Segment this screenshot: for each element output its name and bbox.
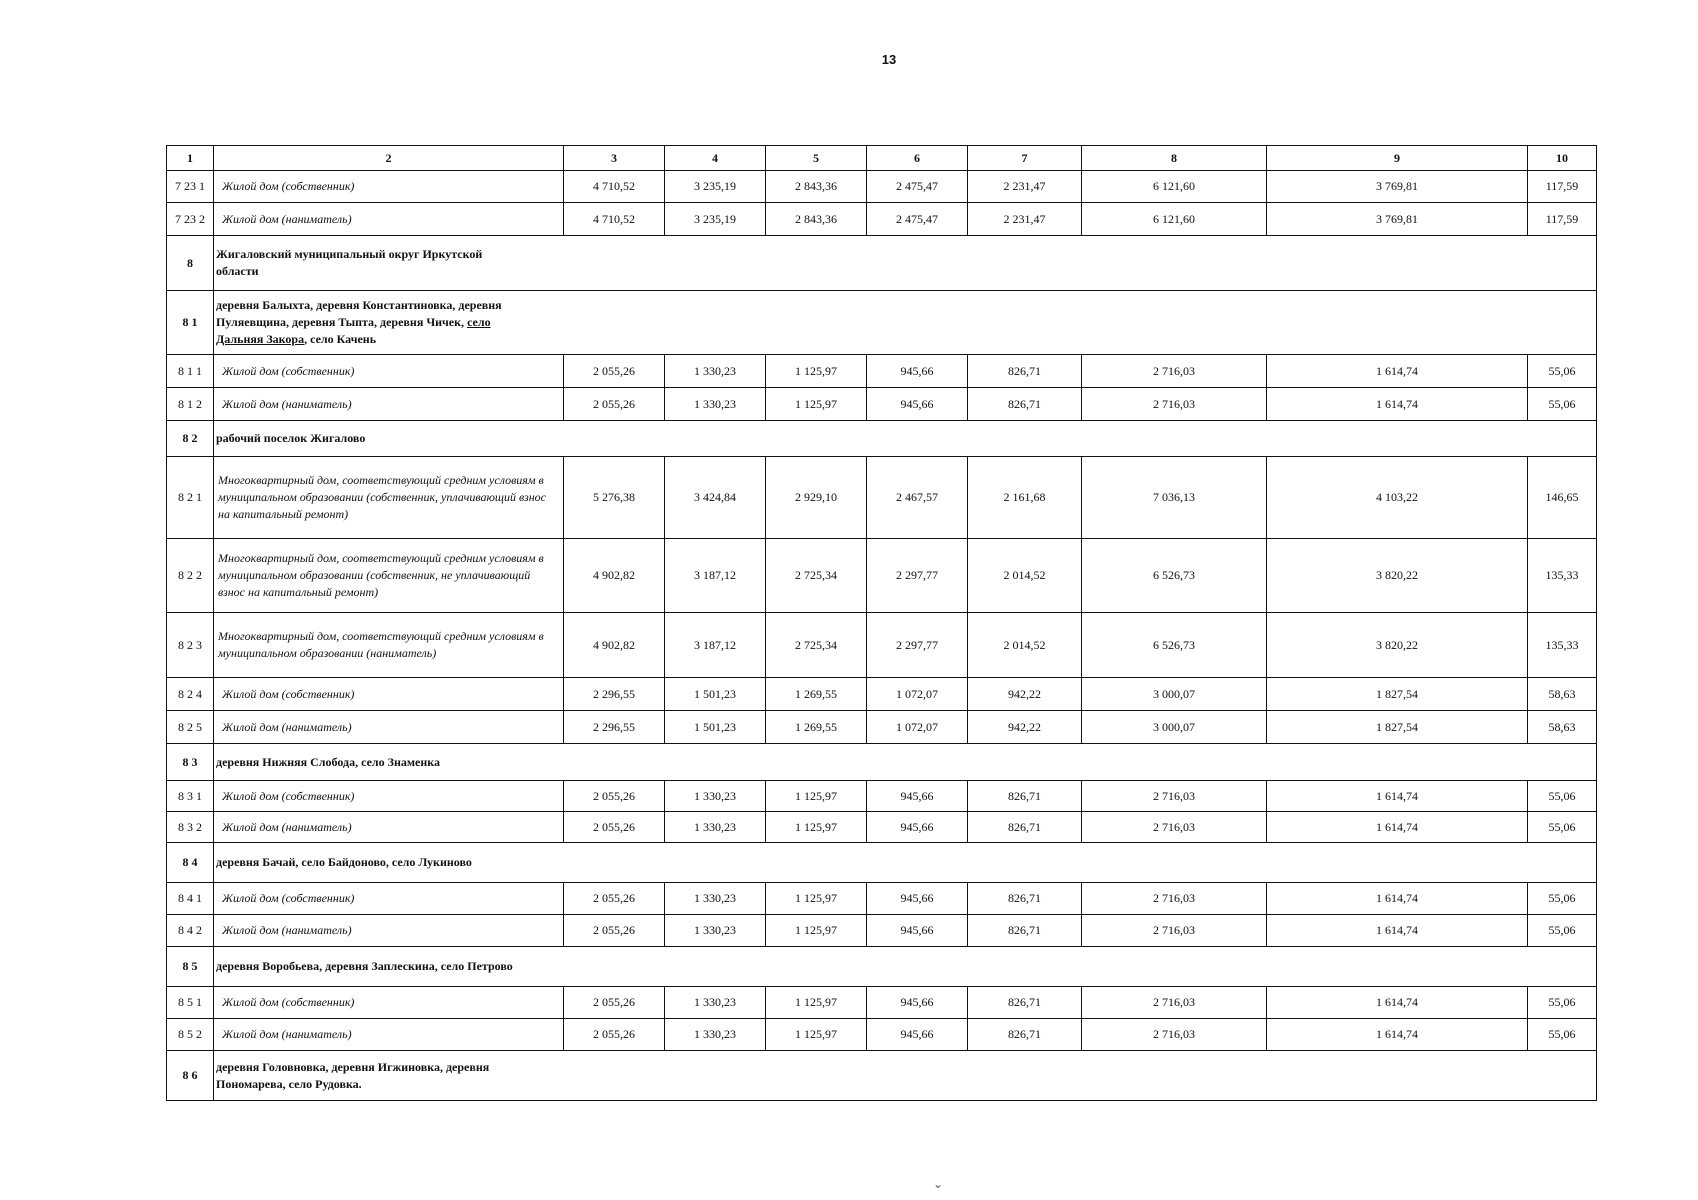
value-cell: 2 231,47: [968, 171, 1082, 203]
value-cell: 1 614,74: [1267, 915, 1528, 947]
value-cell: 945,66: [867, 1019, 968, 1051]
column-header: 7: [968, 146, 1082, 171]
value-cell: 2 716,03: [1082, 812, 1267, 843]
table-body: [167, 171, 1597, 1101]
value-cell: 945,66: [867, 915, 968, 947]
value-cell: 55,06: [1528, 915, 1597, 947]
column-header: 10: [1528, 146, 1597, 171]
row-code: 7 23 2: [167, 203, 214, 236]
value-cell: 1 072,07: [867, 678, 968, 711]
value-cell: 1 330,23: [665, 883, 766, 915]
table-row: [167, 355, 1597, 388]
row-name: Жилой дом (собственник): [214, 678, 564, 711]
section-title-text: деревня Воробьева, деревня Заплескина, село Петрово: [216, 959, 513, 973]
row-code: 8 1: [167, 291, 214, 355]
section-row: [167, 236, 1597, 291]
section-row: [167, 1051, 1597, 1101]
section-row: [167, 744, 1597, 781]
value-cell: 945,66: [867, 883, 968, 915]
section-title-text: деревня Нижняя Слобода, село Знаменка: [216, 754, 441, 769]
value-cell: 2 929,10: [766, 457, 867, 539]
value-cell: 942,22: [968, 678, 1082, 711]
value-cell: 1 827,54: [1267, 711, 1528, 744]
table-row: [167, 812, 1597, 843]
column-header: 5: [766, 146, 867, 171]
value-cell: 135,33: [1528, 539, 1597, 613]
row-code: 7 23 1: [167, 171, 214, 203]
page-number: 13: [881, 52, 897, 67]
table-row: [167, 1019, 1597, 1051]
value-cell: 826,71: [968, 883, 1082, 915]
value-cell: 1 125,97: [766, 1019, 867, 1051]
value-cell: 1 125,97: [766, 388, 867, 421]
section-title-text: деревня Головновка, деревня Игжиновка, деревня Пономарева, село Рудовка.: [216, 1059, 490, 1091]
row-code: 8 5 1: [167, 987, 214, 1019]
value-cell: 2 055,26: [564, 915, 665, 947]
table-row: [167, 987, 1597, 1019]
row-code: 8 3: [167, 744, 214, 781]
value-cell: 2 725,34: [766, 539, 867, 613]
section-title: [214, 421, 1597, 457]
section-title: [214, 744, 1597, 781]
row-name: Жилой дом (наниматель): [214, 1019, 564, 1051]
value-cell: 942,22: [968, 711, 1082, 744]
value-cell: 1 072,07: [867, 711, 968, 744]
value-cell: 1 501,23: [665, 678, 766, 711]
row-name: Жилой дом (собственник): [214, 883, 564, 915]
section-title-text: деревня Бачай, село Байдоново, село Лукиново: [216, 855, 472, 869]
row-code: 8 1 2: [167, 388, 214, 421]
row-code: 8 4 2: [167, 915, 214, 947]
value-cell: 2 716,03: [1082, 987, 1267, 1019]
value-cell: 6 526,73: [1082, 539, 1267, 613]
value-cell: 826,71: [968, 915, 1082, 947]
value-cell: 3 424,84: [665, 457, 766, 539]
value-cell: 2 725,34: [766, 613, 867, 678]
value-cell: 1 614,74: [1267, 1019, 1528, 1051]
value-cell: 55,06: [1528, 883, 1597, 915]
value-cell: 826,71: [968, 987, 1082, 1019]
value-cell: 1 125,97: [766, 987, 867, 1019]
row-name: Жилой дом (собственник): [214, 171, 564, 203]
value-cell: 1 330,23: [665, 781, 766, 812]
section-row: [167, 843, 1597, 883]
value-cell: 55,06: [1528, 812, 1597, 843]
column-header: 8: [1082, 146, 1267, 171]
row-code: 8 1 1: [167, 355, 214, 388]
column-header: 4: [665, 146, 766, 171]
value-cell: 826,71: [968, 781, 1082, 812]
value-cell: 1 269,55: [766, 678, 867, 711]
table-row: [167, 457, 1597, 539]
value-cell: 5 276,38: [564, 457, 665, 539]
value-cell: 2 475,47: [867, 203, 968, 236]
row-code: 8 5 2: [167, 1019, 214, 1051]
row-code: 8 2 3: [167, 613, 214, 678]
row-name: Жилой дом (собственник): [214, 987, 564, 1019]
value-cell: 1 330,23: [665, 355, 766, 388]
value-cell: 3 000,07: [1082, 711, 1267, 744]
value-cell: 3 820,22: [1267, 539, 1528, 613]
row-code: 8 2 1: [167, 457, 214, 539]
column-header: 6: [867, 146, 968, 171]
value-cell: 4 710,52: [564, 171, 665, 203]
value-cell: 2 297,77: [867, 613, 968, 678]
row-code: 8 4 1: [167, 883, 214, 915]
row-code: 8 3 1: [167, 781, 214, 812]
value-cell: 1 614,74: [1267, 781, 1528, 812]
value-cell: 2 055,26: [564, 883, 665, 915]
value-cell: 1 125,97: [766, 812, 867, 843]
table-row: [167, 613, 1597, 678]
section-title-part: село Дальняя Закора: [216, 315, 491, 346]
value-cell: 3 235,19: [665, 203, 766, 236]
header-row: [167, 146, 1597, 171]
row-name: Жилой дом (собственник): [214, 355, 564, 388]
row-name: Жилой дом (наниматель): [214, 388, 564, 421]
value-cell: 1 125,97: [766, 883, 867, 915]
value-cell: 2 296,55: [564, 678, 665, 711]
value-cell: 2 055,26: [564, 987, 665, 1019]
value-cell: 1 330,23: [665, 812, 766, 843]
value-cell: 135,33: [1528, 613, 1597, 678]
value-cell: 945,66: [867, 812, 968, 843]
value-cell: 6 526,73: [1082, 613, 1267, 678]
row-code: 8 2 2: [167, 539, 214, 613]
row-code: 8 2: [167, 421, 214, 457]
value-cell: 1 614,74: [1267, 883, 1528, 915]
row-name: Жилой дом (наниматель): [214, 203, 564, 236]
value-cell: 2 716,03: [1082, 355, 1267, 388]
value-cell: 146,65: [1528, 457, 1597, 539]
value-cell: 2 055,26: [564, 1019, 665, 1051]
value-cell: 2 231,47: [968, 203, 1082, 236]
value-cell: 2 843,36: [766, 203, 867, 236]
value-cell: 4 103,22: [1267, 457, 1528, 539]
column-header: 3: [564, 146, 665, 171]
column-header: 9: [1267, 146, 1528, 171]
value-cell: 2 475,47: [867, 171, 968, 203]
value-cell: 945,66: [867, 388, 968, 421]
table-row: [167, 781, 1597, 812]
value-cell: 4 710,52: [564, 203, 665, 236]
value-cell: 945,66: [867, 781, 968, 812]
value-cell: 2 716,03: [1082, 781, 1267, 812]
value-cell: 1 330,23: [665, 915, 766, 947]
value-cell: 826,71: [968, 355, 1082, 388]
value-cell: 55,06: [1528, 355, 1597, 388]
tariff-table: [166, 145, 1597, 1101]
value-cell: 1 330,23: [665, 388, 766, 421]
value-cell: 4 902,82: [564, 539, 665, 613]
column-header: 2: [214, 146, 564, 171]
value-cell: 3 769,81: [1267, 203, 1528, 236]
value-cell: 826,71: [968, 388, 1082, 421]
table-row: [167, 678, 1597, 711]
value-cell: 3 187,12: [665, 539, 766, 613]
tariff-table-container: [166, 145, 1596, 1101]
value-cell: 4 902,82: [564, 613, 665, 678]
value-cell: 2 055,26: [564, 355, 665, 388]
value-cell: 55,06: [1528, 987, 1597, 1019]
value-cell: 2 014,52: [968, 539, 1082, 613]
scan-mark: ⌄: [933, 1177, 944, 1191]
value-cell: 1 330,23: [665, 1019, 766, 1051]
value-cell: 3 769,81: [1267, 171, 1528, 203]
value-cell: 826,71: [968, 1019, 1082, 1051]
value-cell: 55,06: [1528, 781, 1597, 812]
value-cell: 2 055,26: [564, 781, 665, 812]
table-row: [167, 915, 1597, 947]
table-row: [167, 171, 1597, 203]
value-cell: 2 716,03: [1082, 915, 1267, 947]
value-cell: 117,59: [1528, 203, 1597, 236]
section-title-text: рабочий поселок Жигалово: [216, 431, 366, 445]
value-cell: 55,06: [1528, 388, 1597, 421]
value-cell: 945,66: [867, 987, 968, 1019]
value-cell: 2 014,52: [968, 613, 1082, 678]
value-cell: 1 125,97: [766, 915, 867, 947]
section-title: [214, 947, 1597, 987]
table-row: [167, 711, 1597, 744]
value-cell: 2 716,03: [1082, 1019, 1267, 1051]
value-cell: 58,63: [1528, 711, 1597, 744]
row-code: 8 4: [167, 843, 214, 883]
row-name: Многоквартирный дом, соответствующий средним условиям в муниципальном образовании (собственник, не уплачивающий взнос на капитальный ремонт): [214, 539, 564, 613]
section-title: [214, 843, 1597, 883]
section-title-part: , село Качень: [304, 332, 377, 346]
value-cell: 58,63: [1528, 678, 1597, 711]
table-row: [167, 203, 1597, 236]
section-title: [214, 1051, 1597, 1101]
value-cell: 2 055,26: [564, 812, 665, 843]
section-title-text: Жигаловский муниципальный округ Иркутской области: [216, 247, 483, 278]
section-row: [167, 947, 1597, 987]
value-cell: 2 716,03: [1082, 883, 1267, 915]
row-code: 8 6: [167, 1051, 214, 1101]
row-name: Жилой дом (наниматель): [214, 812, 564, 843]
value-cell: 826,71: [968, 812, 1082, 843]
table-row: [167, 539, 1597, 613]
row-code: 8: [167, 236, 214, 291]
row-name: Жилой дом (наниматель): [214, 711, 564, 744]
value-cell: 2 161,68: [968, 457, 1082, 539]
value-cell: 1 125,97: [766, 355, 867, 388]
section-title-part: деревня Балыхта, деревня Константиновка, деревня Пуляевщина, деревня Тыпта, деревня Чичек,: [216, 298, 502, 329]
value-cell: 1 827,54: [1267, 678, 1528, 711]
section-row: [167, 291, 1597, 355]
value-cell: 945,66: [867, 355, 968, 388]
value-cell: 1 614,74: [1267, 355, 1528, 388]
row-name: Жилой дом (наниматель): [214, 915, 564, 947]
section-row: [167, 421, 1597, 457]
value-cell: 2 843,36: [766, 171, 867, 203]
row-name: Жилой дом (собственник): [214, 781, 564, 812]
value-cell: 117,59: [1528, 171, 1597, 203]
value-cell: 1 330,23: [665, 987, 766, 1019]
row-code: 8 3 2: [167, 812, 214, 843]
row-name: Многоквартирный дом, соответствующий средним условиям в муниципальном образовании (наниматель): [214, 613, 564, 678]
value-cell: 1 269,55: [766, 711, 867, 744]
row-name: Многоквартирный дом, соответствующий средним условиям в муниципальном образовании (собственник, уплачивающий взнос на капитальный ремонт): [214, 457, 564, 539]
value-cell: 2 467,57: [867, 457, 968, 539]
value-cell: 2 296,55: [564, 711, 665, 744]
value-cell: 1 614,74: [1267, 812, 1528, 843]
section-title: [214, 291, 1597, 355]
value-cell: 2 055,26: [564, 388, 665, 421]
value-cell: 1 501,23: [665, 711, 766, 744]
value-cell: 6 121,60: [1082, 203, 1267, 236]
value-cell: 3 187,12: [665, 613, 766, 678]
value-cell: 3 235,19: [665, 171, 766, 203]
section-title: [214, 236, 1597, 291]
value-cell: 3 000,07: [1082, 678, 1267, 711]
value-cell: 55,06: [1528, 1019, 1597, 1051]
value-cell: 3 820,22: [1267, 613, 1528, 678]
value-cell: 1 125,97: [766, 781, 867, 812]
table-row: [167, 388, 1597, 421]
row-code: 8 2 5: [167, 711, 214, 744]
value-cell: 2 716,03: [1082, 388, 1267, 421]
value-cell: 1 614,74: [1267, 987, 1528, 1019]
row-code: 8 5: [167, 947, 214, 987]
column-header: 1: [167, 146, 214, 171]
value-cell: 1 614,74: [1267, 388, 1528, 421]
table-row: [167, 883, 1597, 915]
value-cell: 7 036,13: [1082, 457, 1267, 539]
value-cell: 6 121,60: [1082, 171, 1267, 203]
row-code: 8 2 4: [167, 678, 214, 711]
value-cell: 2 297,77: [867, 539, 968, 613]
